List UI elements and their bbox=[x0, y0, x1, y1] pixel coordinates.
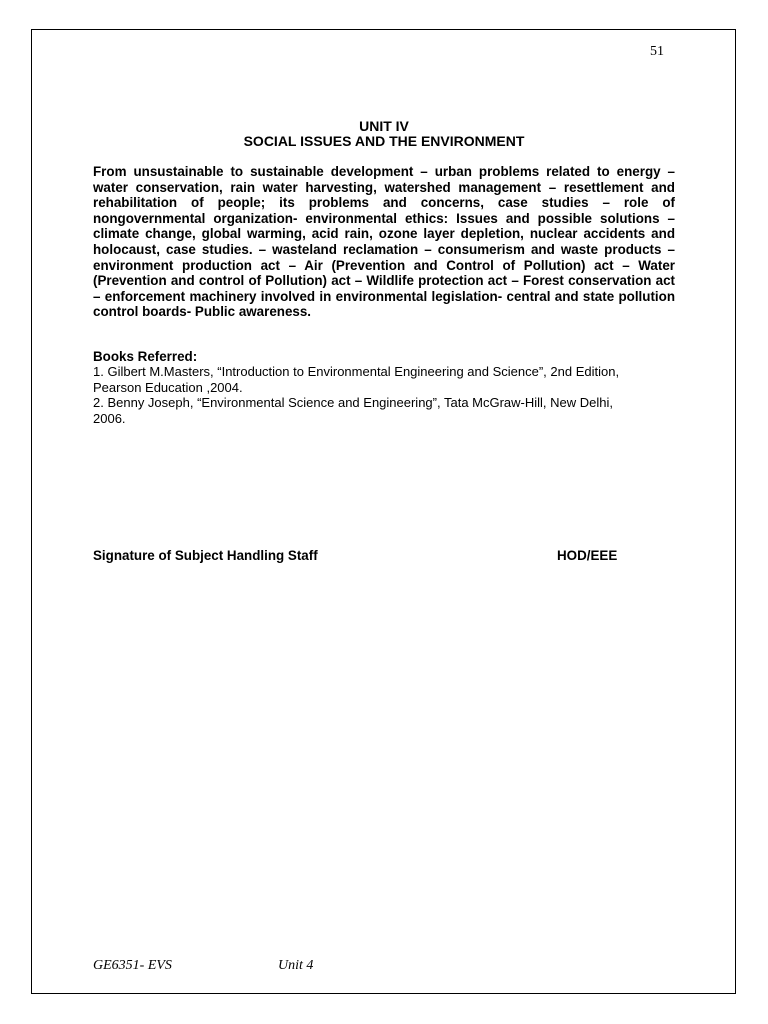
unit-title: UNIT IV bbox=[359, 118, 409, 134]
book-item: 2. Benny Joseph, “Environmental Science and Engineering”, Tata McGraw-Hill, New Delhi, 2006. bbox=[93, 395, 614, 426]
footer-course-code: GE6351- EVS bbox=[93, 958, 172, 973]
footer-unit-label: Unit 4 bbox=[278, 958, 314, 973]
syllabus-paragraph: From unsustainable to sustainable development – urban problems related to energy – water conservation, rain water harvesting, watershed management – resettlement and rehabilitation of people; its problems and concerns, case studies – role of nongovernmental organization- environmental ethics: Issues and possible solutions – climate change, global warming, acid rain, ozone layer depletion, nuclear accidents and holocaust, case studies. – wasteland reclamation – consumerism and waste products –environment production act – Air (Prevention and Control of Pollution) act – Water (Prevention and control of Pollution) act – Wildlife protection act – Forest conservation act – enforcement machinery involved in environmental legislation- central and state pollution control boards- Public awareness. bbox=[93, 164, 675, 320]
page-number: 51 bbox=[650, 44, 664, 59]
book-list bbox=[93, 364, 633, 426]
staff-signature-label: Signature of Subject Handling Staff bbox=[93, 548, 318, 563]
book-item: 1. Gilbert M.Masters, “Introduction to Environmental Engineering and Science”, 2nd Edition, Pearson Education ,2004. bbox=[93, 364, 620, 395]
hod-label: HOD/EEE bbox=[557, 548, 618, 563]
unit-subtitle: SOCIAL ISSUES AND THE ENVIRONMENT bbox=[243, 133, 525, 149]
books-heading: Books Referred: bbox=[93, 349, 198, 364]
